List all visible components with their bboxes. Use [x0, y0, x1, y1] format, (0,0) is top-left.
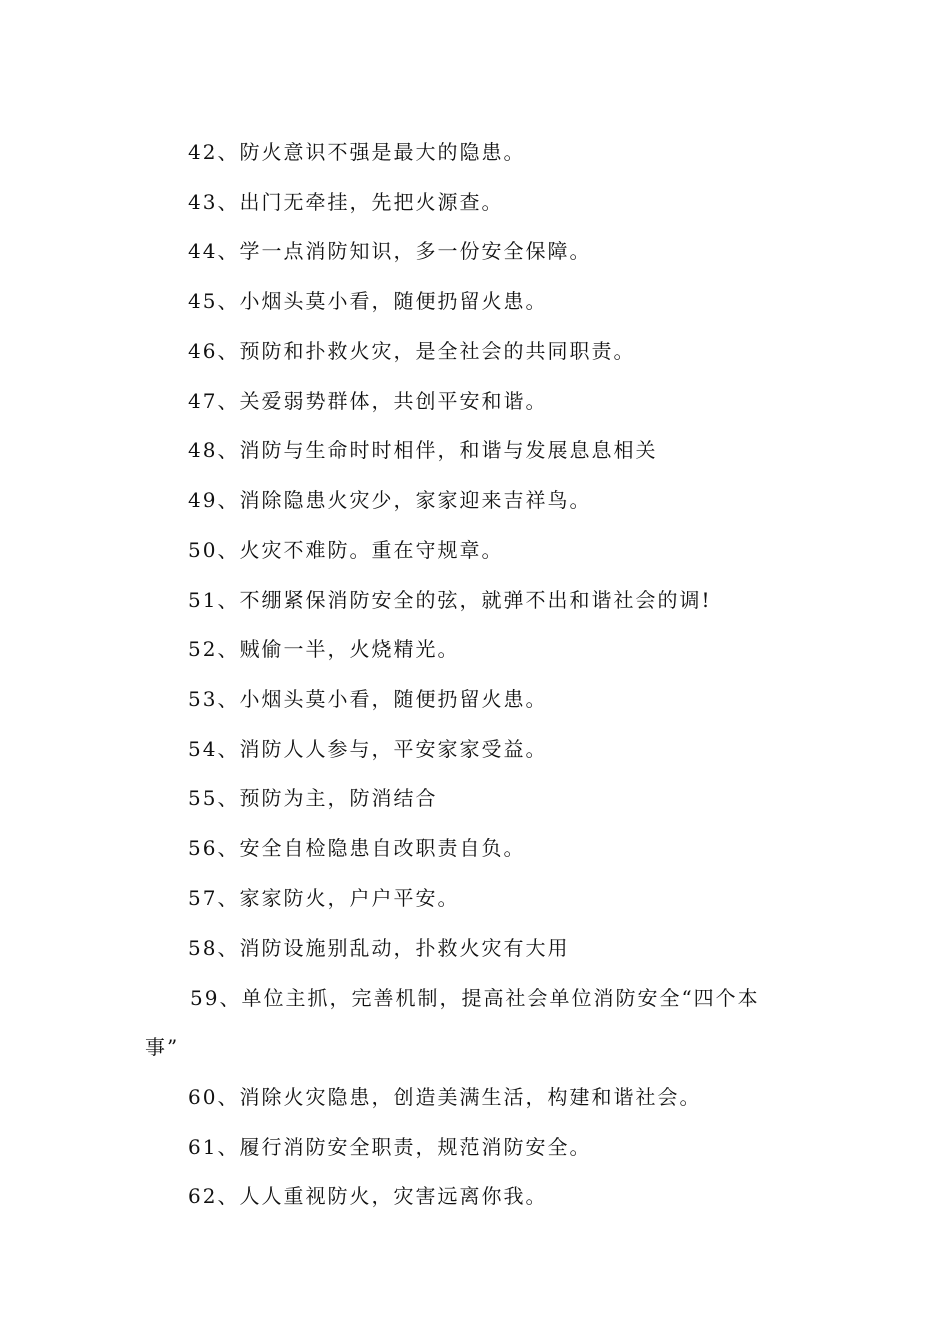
slogan-line: 58、消防设施别乱动，扑救火灾有大用 — [188, 936, 570, 960]
slogan-line-59-part1: 59、单位主抓，完善机制，提高社会单位消防安全“四个本 — [190, 986, 760, 1010]
slogan-line: 48、消防与生命时时相伴，和谐与发展息息相关 — [188, 438, 658, 462]
slogan-line: 57、家家防火，户户平安。 — [188, 886, 460, 910]
slogan-line: 43、出门无牵挂，先把火源查。 — [188, 190, 504, 214]
slogan-line: 55、预防为主，防消结合 — [188, 786, 438, 810]
slogan-line: 62、人人重视防火，灾害远离你我。 — [188, 1184, 548, 1208]
slogan-line: 61、履行消防安全职责，规范消防安全。 — [188, 1135, 592, 1159]
slogan-line: 60、消除火灾隐患，创造美满生活，构建和谐社会。 — [188, 1085, 702, 1109]
slogan-line: 51、不绷紧保消防安全的弦，就弹不出和谐社会的调! — [188, 588, 712, 612]
slogan-line: 50、火灾不难防。重在守规章。 — [188, 538, 504, 562]
slogan-line: 46、预防和扑救火灾，是全社会的共同职责。 — [188, 339, 636, 363]
slogan-line: 47、关爱弱势群体，共创平安和谐。 — [188, 389, 548, 413]
slogan-line: 54、消防人人参与，平安家家受益。 — [188, 737, 548, 761]
slogan-line: 53、小烟头莫小看，随便扔留火患。 — [188, 687, 548, 711]
slogan-line: 45、小烟头莫小看，随便扔留火患。 — [188, 289, 548, 313]
slogan-line-59-part2: 事” — [145, 1035, 180, 1059]
slogan-line: 52、贼偷一半，火烧精光。 — [188, 637, 460, 661]
slogan-line: 56、安全自检隐患自改职责自负。 — [188, 836, 526, 860]
slogan-line: 49、消除隐患火灾少，家家迎来吉祥鸟。 — [188, 488, 592, 512]
slogan-line: 44、学一点消防知识，多一份安全保障。 — [188, 239, 592, 263]
slogan-line: 42、防火意识不强是最大的隐患。 — [188, 140, 526, 164]
